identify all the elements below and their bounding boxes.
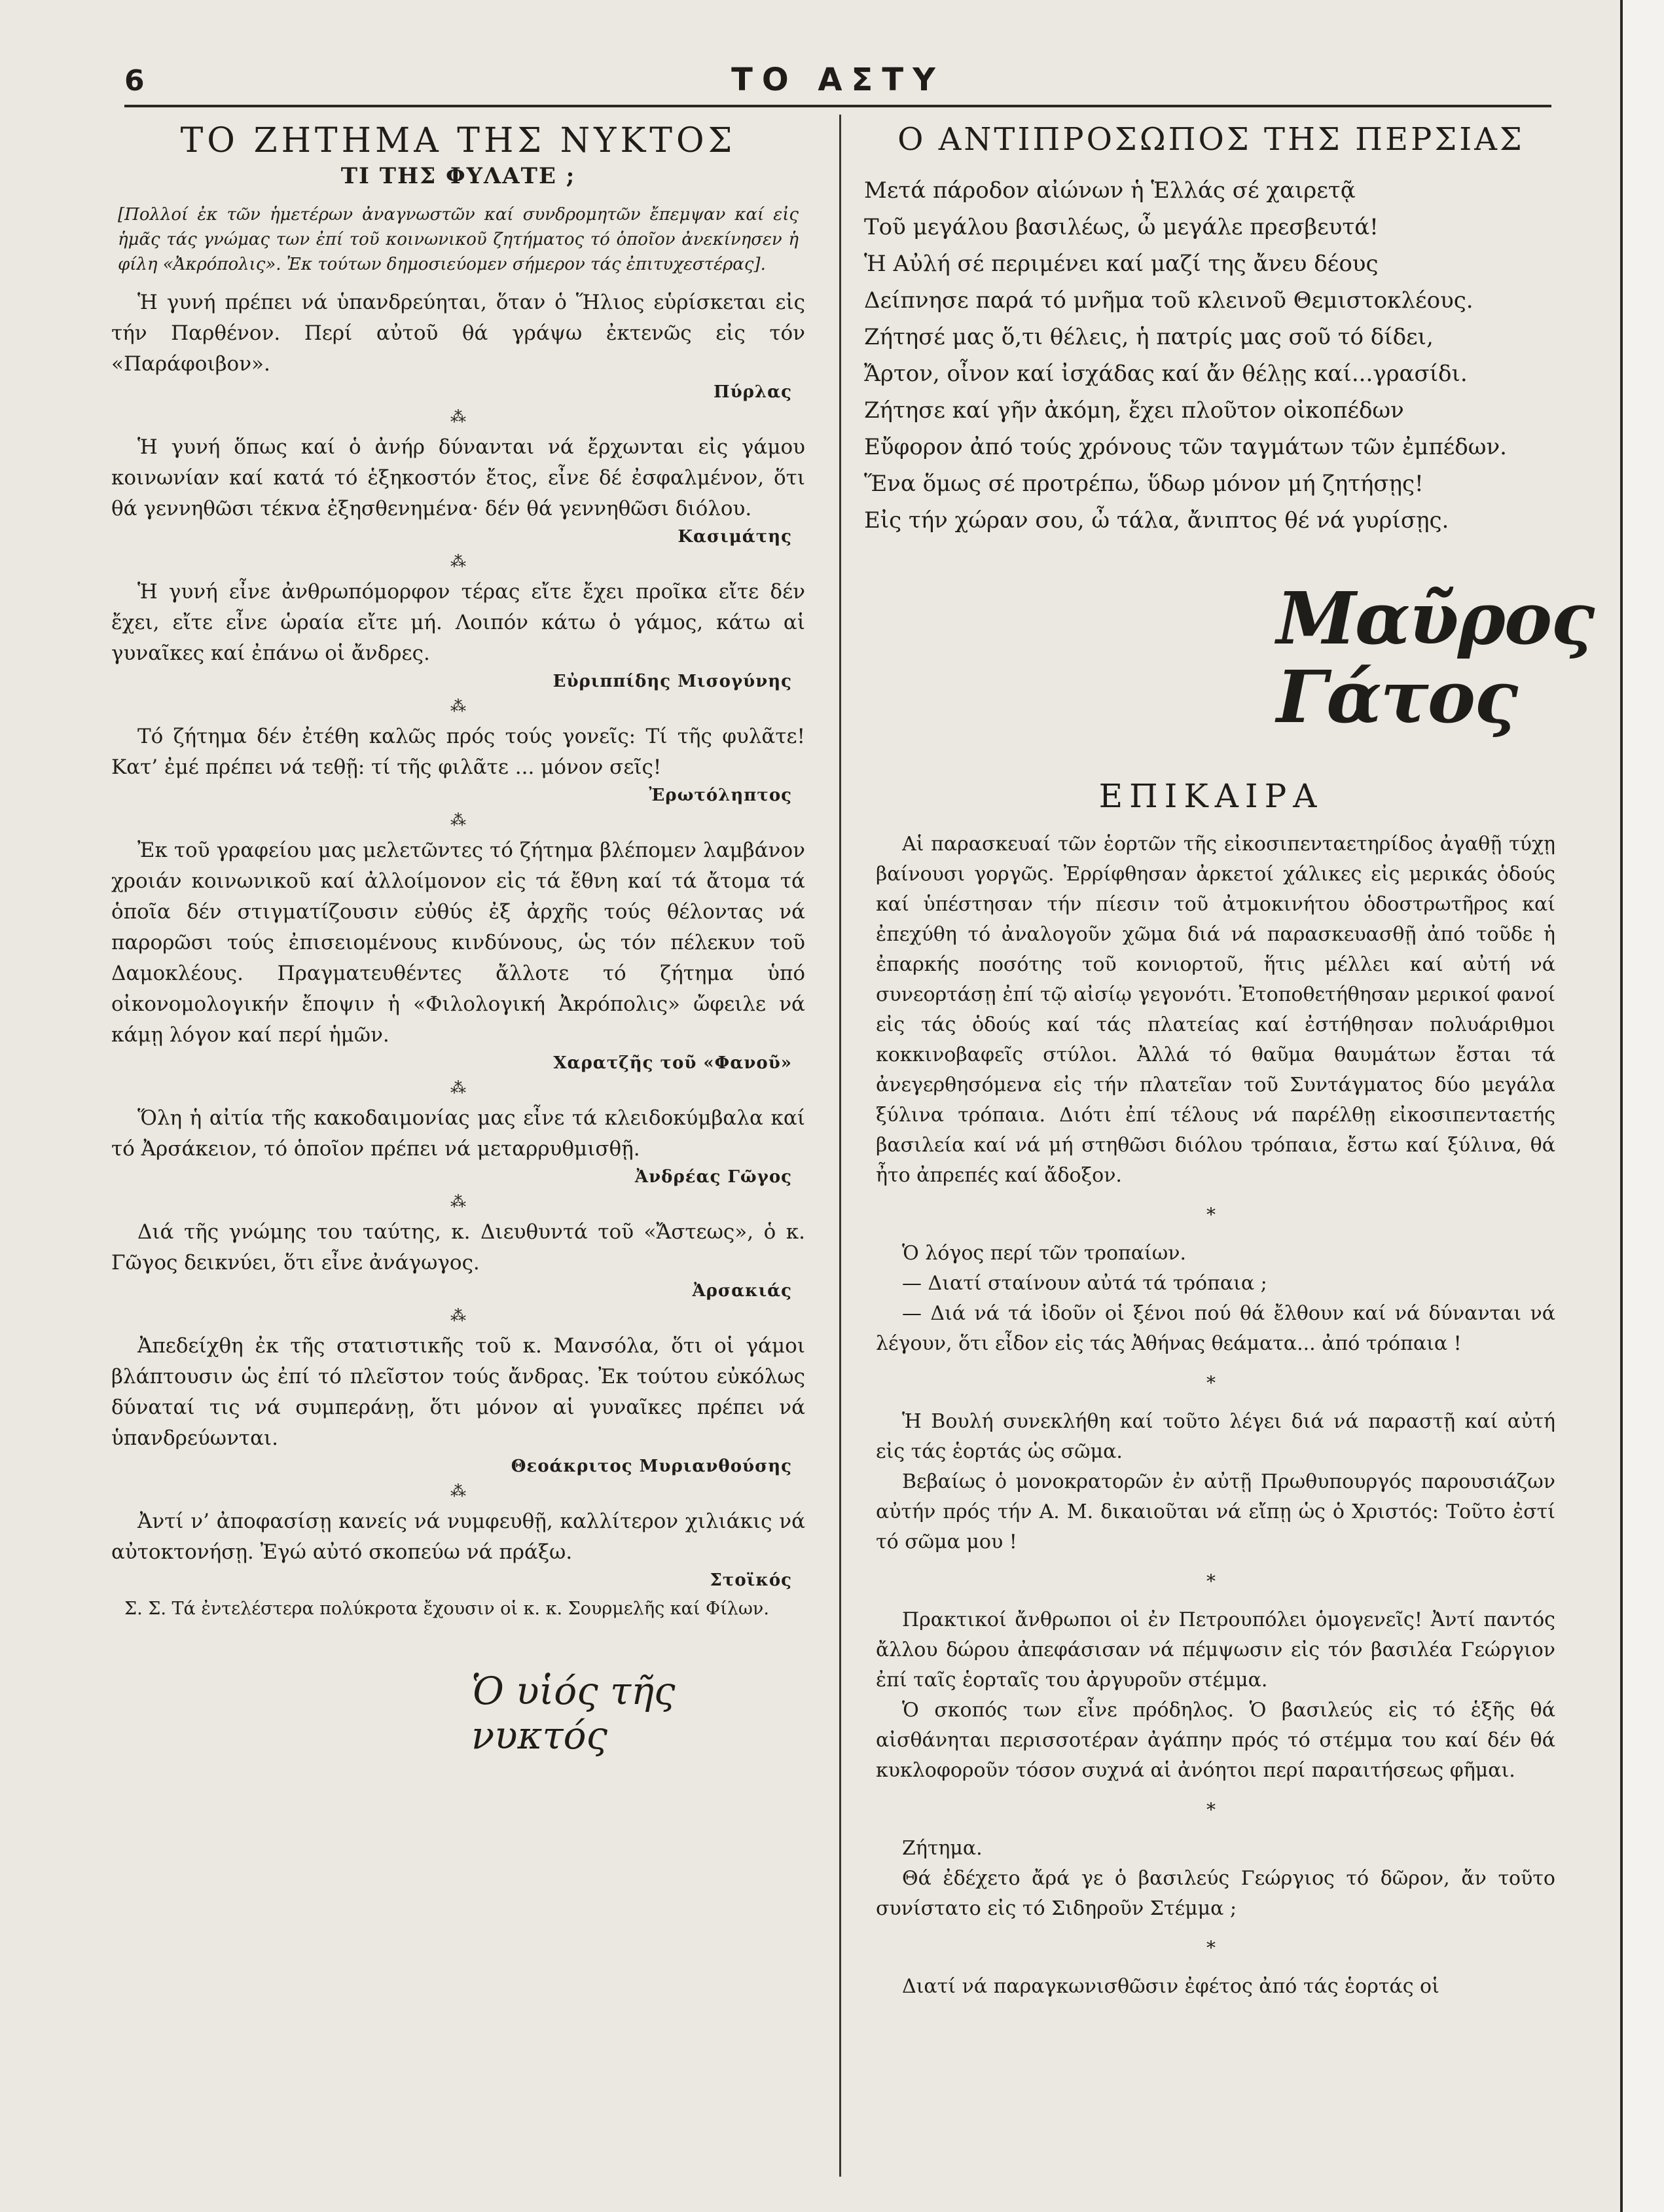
entry-text: Ἀντί ν’ ἀποφασίσῃ κανείς νά νυμφευθῇ, καλλίτερον χιλιάκις νά αὐτοκτονήσῃ. Ἐγώ αὐτό σκοπεύω νά πράξω. (111, 1510, 805, 1564)
poem-line: Τοῦ μεγάλου βασιλέως, ὦ μεγάλε πρεσβευτά! (864, 214, 1379, 240)
poem-line: Μετά πάροδον αἰώνων ἡ Ἑλλάς σέ χαιρετᾷ (864, 177, 1356, 204)
header-rule (124, 105, 1551, 107)
entry-text: Τό ζήτημα δέν ἐτέθη καλῶς πρός τούς γονεῖς: Τί τῆς φυλᾶτε! Κατ’ ἐμέ πρέπει νά τεθῇ: τί τῆς φιλᾶτε ... μόνον σεῖς! (111, 725, 805, 779)
entry-signature: Κασιμάτης (678, 527, 792, 547)
news-line: Ὁ λόγος περί τῶν τροπαίων. (902, 1242, 1187, 1265)
entry-signature: Θεοάκριτος Μυριανθούσης (511, 1457, 792, 1476)
ornament-divider: ⁂ (450, 1079, 466, 1097)
entry-text: Ἡ γυνή ὅπως καί ὁ ἀνήρ δύνανται νά ἔρχωνται εἰς γάμου κοινωνίαν καί κατά τό ἑξηκοστόν ἔτος, εἶνε δέ ἐσφαλμένον, ὅτι θά γεννηθῶσι τέκνα ἐξησθενημένα· δέν θά γεννηθῶσι διόλου. (111, 435, 805, 520)
entry (105, 835, 812, 1073)
ornament-divider: ⁂ (450, 1193, 466, 1211)
news-line: — Διά νά τά ἰδοῦν οἱ ξένοι πού θά ἔλθουν καί νά δύνανται νά λέγουν, ὅτι εἶδον εἰς τάς Ἀθήνας θεάματα... ἀπό τρόπαια ! (876, 1302, 1555, 1355)
column-divider (839, 115, 841, 2177)
entry (105, 287, 812, 402)
entry (105, 577, 812, 691)
entry (105, 721, 812, 805)
entry (105, 1103, 812, 1187)
poem-title: Ο ΑΝΤΙΠΡΟΣΩΠΟΣ ΤΗΣ ΠΕΡΣΙΑΣ (897, 121, 1525, 158)
ornament-divider: ⁂ (450, 408, 466, 426)
entry-text: Ὅλη ἡ αἰτία τῆς κακοδαιμονίας μας εἶνε τά κλειδοκύμβαλα καί τό Ἀρσάκειον, τό ὁποῖον πρέπει νά μεταρρυθμισθῇ. (111, 1106, 805, 1161)
news-paragraph: Βεβαίως ὁ μονοκρατορῶν ἐν αὐτῇ Πρωθυπουργός παρουσιάζων αὐτήν πρός τήν Α. Μ. δικαιοῦται νά εἴπῃ ὡς ὁ Χριστός: Τοῦτο ἐστί τό σῶμα μου ! (876, 1470, 1555, 1553)
star-divider: * (1206, 1372, 1216, 1394)
ornament-divider: ⁂ (450, 1482, 466, 1500)
article-intro: [Πολλοί ἐκ τῶν ἡμετέρων ἀναγνωστῶν καί συνδρομητῶν ἔπεμψαν καί εἰς ἡμᾶς τάς γνώμας των ἐπί τοῦ κοινωνικοῦ ζητήματος τό ὁποῖον ἀνεκίνησεν ἡ φίλη «Ἀκρόπολις». Ἐκ τούτων δημοσιεύομεν σήμερον τάς ἐπιτυχεστέρας]. (118, 205, 799, 274)
star-divider: * (1206, 1799, 1216, 1821)
left-column (105, 121, 812, 1758)
poem-line: Εὔφορον ἀπό τούς χρόνους τῶν ταγμάτων τῶν ἐμπέδων. (864, 434, 1507, 460)
entry-signature: Εὐριππίδης Μισογύνης (552, 672, 792, 691)
ornament-divider: ⁂ (450, 811, 466, 829)
poem-line: Ἄρτον, οἶνον καί ἰσχάδας καί ἄν θέλῃς καί...γρασίδι. (864, 361, 1468, 387)
ornament-divider: ⁂ (450, 697, 466, 716)
poem-line: Ἡ Αὐλή σέ περιμένει καί μαζί της ἄνευ δέους (864, 251, 1379, 277)
news-paragraph: Ἡ Βουλή συνεκλήθη καί τοῦτο λέγει διά νά παραστῇ καί αὐτή εἰς τάς ἑορτάς ὡς σῶμα. (876, 1410, 1555, 1463)
entry-text: Ἡ γυνή πρέπει νά ὑπανδρεύηται, ὅταν ὁ Ἥλιος εὑρίσκεται εἰς τήν Παρθένον. Περί αὐτοῦ θά γράψω ἐκτενῶς εἰς τόν «Παράφοιβον». (111, 291, 805, 376)
page-number: 6 (124, 64, 145, 98)
news-paragraph: Πρακτικοί ἄνθρωποι οἱ ἐν Πετρουπόλει ὁμογενεῖς! Ἀντί παντός ἄλλου δώρου ἀπεφάσισαν νά πέμψωσιν εἰς τόν βασιλέα Γεώργιον ἐπί ταῖς ἑορταῖς του ἀργυροῦν στέμμα. (876, 1608, 1555, 1692)
poem-line: Ἕνα ὅμως σέ προτρέπω, ὕδωρ μόνον μή ζητήσῃς! (864, 471, 1424, 497)
poem-line: Ζήτησε καί γῆν ἀκόμη, ἔχει πλοῦτον οἰκοπέδων (864, 397, 1404, 424)
entry-signature: Ἀρσακιάς (692, 1281, 792, 1301)
entry (105, 1506, 812, 1590)
entry-signature: Στοϊκός (710, 1570, 792, 1590)
entry-text: Διά τῆς γνώμης του ταύτης, κ. Διευθυντά τοῦ «Ἄστεως», ὁ κ. Γῶγος δεικνύει, ὅτι εἶνε ἀνάγωγος. (111, 1220, 805, 1275)
editor-note: Σ. Σ. Τά ἐντελέστερα πολύκροτα ἔχουσιν οἱ κ. κ. Σουρμελῆς καί Φίλων. (124, 1599, 769, 1619)
article-title: ΤΟ ΖΗΤΗΜΑ ΤΗΣ ΝΥΚΤΟΣ (180, 121, 736, 160)
entry (105, 1217, 812, 1301)
entry-text: Ἀπεδείχθη ἐκ τῆς στατιστικῆς τοῦ κ. Μανσόλα, ὅτι οἱ γάμοι βλάπτουσιν ὡς ἐπί τό πλεῖστον τούς ἄνδρας. Ἐκ τούτου εὐκόλως δύναταί τις νά συμπεράνῃ, ὅτι μόνον αἱ γυναῖκες πρέπει νά ὑπανδρεύωνται. (111, 1334, 805, 1450)
entry-signature: Χαρατζῆς τοῦ «Φανοῦ» (553, 1053, 792, 1073)
poem-line: Ζήτησέ μας ὅ,τι θέλεις, ἡ πατρίς μας σοῦ τό δίδει, (864, 324, 1434, 350)
entry (105, 432, 812, 547)
handwritten-signature: Μαῦρος Γάτος (1276, 576, 1594, 739)
news-line: Ζήτημα. (902, 1837, 983, 1860)
entry-signature: Ἐρωτόληπτος (649, 786, 792, 805)
poem-line: Δείπνησε παρά τό μνῆμα τοῦ κλεινοῦ Θεμιστοκλέους. (864, 287, 1474, 314)
news-paragraph: Διατί νά παραγκωνισθῶσιν ἐφέτος ἀπό τάς ἑορτάς οἱ (902, 1975, 1439, 1998)
entry-text: Ἐκ τοῦ γραφείου μας μελετῶντες τό ζήτημα βλέπομεν λαμβάνον χροιάν κοινωνικοῦ καί ἀλλοίμονον εἰς τά ἔθνη καί τά ἄτομα τά ὁποῖα δέν στιγματίζουσιν εὐθύς ἐξ ἀρχῆς τούς θέλοντας νά παρορῶσι τούς ἐπισειομένους κινδύνους, ὡς τόν πέλεκυν τοῦ Δαμοκλέους. Πραγματευθέντες ἄλλοτε τό ζήτημα ὑπό οἰκονομολογικήν ἔποψιν ἡ «Φιλολογική Ἀκρόπολις» ὤφειλε νά κάμῃ λόγον καί περί ἡμῶν. (111, 839, 805, 1047)
entry-signature: Πύρλας (714, 382, 792, 402)
entry (105, 1331, 812, 1476)
star-divider: * (1206, 1204, 1216, 1225)
poem-line: Εἰς τήν χώραν σου, ὦ τάλα, ἄνιπτος θέ νά γυρίσῃς. (864, 507, 1449, 534)
page-header (124, 58, 1551, 110)
news-paragraph: Αἱ παρασκευαί τῶν ἑορτῶν τῆς εἰκοσιπενταετηρίδος ἀγαθῇ τύχῃ βαίνουσι γοργῶς. Ἐρρίφθησαν ἀρκετοί χάλικες εἰς μερικάς ὁδούς καί ὑπέστησαν τήν πίεσιν τοῦ ἀτμοκινήτου ὁδοστρωτῆρος καί ἐπεχύθη τό ἀναλογοῦν χῶμα διά νά παρασκευασθῇ ἀπό τοῦδε ἡ ἐπαρκής ποσότης τοῦ κονιορτοῦ, ἥτις μέλλει καί αὐτή νά συνεορτάσῃ ἐπί τῷ αἰσίῳ γεγονότι. Ἐτοποθετήθησαν μερικοί φανοί εἰς τάς ὁδούς καί τάς πλατείας καί ἐστήθησαν πολυάριθμοι κοκκινοβαφεῖς στύλοι. Ἀλλά τό θαῦμα θαυμάτων ἔσται τά ἀνεγερθησόμενα εἰς τήν πλατεῖαν τοῦ Συντάγματος δύο μεγάλα ξύλινα τρόπαια. Διότι ἐπί τέλους νά παρέλθῃ εἰκοσιπενταετής βασιλεία καί νά μή στηθῶσι διόλου τρόπαια, ἔστω καί ξύλινα, θά ἦτο ἀπρεπές καί ἄδοξον. (876, 833, 1555, 1187)
news-paragraph: Ὁ σκοπός των εἶνε πρόδηλος. Ὁ βασιλεύς εἰς τό ἑξῆς θά αἰσθάνηται περισσοτέραν ἀγάπην πρός τό στέμμα του καί δέν θά κυκλοφοροῦν τόσον συχνά αἱ ἀνόητοι περί παραιτήσεως φῆμαι. (876, 1699, 1555, 1782)
entry-text: Ἡ γυνή εἶνε ἀνθρωπόμορφον τέρας εἴτε ἔχει προῖκα εἴτε δέν ἔχει, εἴτε εἶνε ὡραία εἴτε μή. Λοιπόν κάτω ὁ γάμος, κάτω αἱ γυναῖκες καί ἐπάνω οἱ ἄνδρες. (111, 580, 805, 665)
section-title: ΕΠΙΚΑΙΡΑ (1098, 777, 1324, 815)
handwritten-signature: Ὁ υἱός τῆς νυκτός (471, 1669, 676, 1758)
poem (858, 172, 1565, 539)
masthead: ΤΟ ΑΣΤΥ (731, 62, 945, 98)
entry-signature: Ἀνδρέας Γῶγος (634, 1167, 792, 1187)
ornament-divider: ⁂ (450, 553, 466, 571)
news-line: — Διατί σταίνουν αὐτά τά τρόπαια ; (902, 1272, 1267, 1295)
ornament-divider: ⁂ (450, 1307, 466, 1325)
adjacent-page-edge (1620, 0, 1664, 2212)
news-line: Θά ἐδέχετο ἄρά γε ὁ βασιλεύς Γεώργιος τό δῶρον, ἄν τοῦτο συνίστατο εἰς τό Σιδηροῦν Στέμμα ; (876, 1867, 1555, 1920)
right-column (858, 121, 1594, 2002)
article-subtitle: ΤΙ ΤΗΣ ΦΥΛΑΤΕ ; (340, 163, 576, 189)
star-divider: * (1206, 1570, 1216, 1592)
star-divider: * (1206, 1937, 1216, 1959)
